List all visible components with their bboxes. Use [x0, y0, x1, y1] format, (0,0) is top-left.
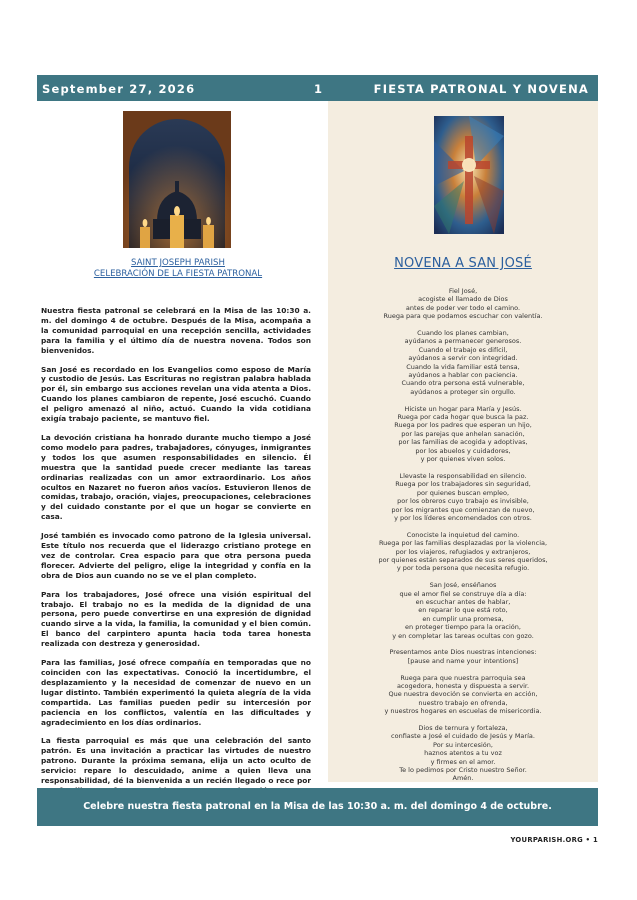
prayer-line: y en completar las tareas ocultas con gozo. [392, 631, 534, 640]
novena-prayer [338, 287, 588, 791]
prayer-line: que el amor fiel se construye día a día: [399, 589, 527, 598]
header-title: FIESTA PATRONAL Y NOVENA [373, 82, 589, 96]
prayer-line: antes de poder ver todo el camino. [405, 303, 521, 312]
article-paragraph: Para los trabajadores, José ofrece una visión espiritual del trabajo. El trabajo no es la medida de la dignidad de una persona, pero puede convertirse en una expresión de dignidad cuando sirve a la vida, la familia, la comunidad y el bien común. El banco del carpintero apunta hacia toda tarea honesta realizada con destreza y generosidad. [41, 589, 311, 649]
prayer-line: por los viajeros, refugiados y extranjeros, [395, 547, 531, 556]
article-paragraph: Para las familias, José ofrece compañía en temporadas que no coinciden con las expectativas. Conoció la incertidumbre, el desplazamiento y la necesidad de comenzar de nuevo en un lugar distinto. También experimentó la quieta alegría de la vida compartida. Las familias pueden pedir su intercesión por paciencia en los conflictos, valentía en las dificultades y agradecimiento en los días ordinarios. [41, 658, 311, 727]
prayer-line: San José, enséñanos [429, 581, 497, 590]
novena-sidebar [328, 101, 598, 782]
prayer-line: por quienes buscan empleo, [416, 488, 510, 497]
prayer-line: acogedora, honesta y dispuesta a servir. [396, 681, 530, 690]
footer-page-label: YOURPARISH.ORG • 1 [510, 836, 598, 844]
prayer-line: Cuando los planes cambian, [417, 329, 509, 338]
prayer-line: [pause and name your intentions] [407, 656, 519, 665]
prayer-line: y por toda persona que necesita refugio. [396, 564, 530, 573]
prayer-line: Cuando el trabajo es difícil, [418, 345, 508, 354]
prayer-line: acogiste el llamado de Dios [418, 295, 508, 304]
prayer-line: en reparar lo que está roto, [418, 606, 508, 615]
prayer-line: y por quienes viven solos. [420, 455, 506, 464]
prayer-stanza [338, 472, 588, 522]
prayer-line: por quienes están separados de sus seres queridos, [378, 555, 548, 564]
prayer-line: ayúdanos a hablar con paciencia. [408, 371, 518, 380]
prayer-line: Hiciste un hogar para María y Jesús. [404, 404, 522, 413]
article-paragraph: La devoción cristiana ha honrado durante mucho tiempo a José como modelo para padres, trabajadores, cónyuges, inmigrantes y todos los que asumen responsabilidades en silencio. Él muestra que la santidad puede crecer mediante las tareas ordinarias realizadas con un amor extraordinario. Los años ocultos en Nazaret no fueron años vacíos. Estuvieron llenos de comidas, trabajo, oración, viajes, preocupaciones, celebraciones y del cuidado constante por el que un hogar se convierte en casa. [41, 432, 311, 522]
stained-glass-image [434, 116, 504, 234]
prayer-line: por las parejas que anhelan sanación, [401, 429, 525, 438]
prayer-line: Cuando la vida familiar está tensa, [406, 362, 520, 371]
article-paragraph: José también es invocado como patrono de la Iglesia universal. Este título nos recuerda que el liderazgo cristiano protege en vez de controlar. Crea espacio para que otra persona pueda florecer. Advierte del peligro, elige la integridad y confía en la obra de Dios aun cuando no se ve el plan completo. [41, 531, 311, 580]
article-paragraph: San José es recordado en los Evangelios como esposo de María y custodio de Jesús. Las Escrituras no registran palabra hablada por él, sin embargo sus acciones revelan una vida atenta a Dios. Cuando los planes cambiaron de repente, José escuchó. Cuando el peligro amenazó al niño, actuó. Cuando la vida cotidiana exigía trabajo paciente, se mantuvo fiel. [41, 364, 311, 424]
prayer-line: Conociste la inquietud del camino. [406, 530, 520, 539]
prayer-line: en cumplir una promesa, [422, 614, 504, 623]
prayer-line: por las familias de acogida y adoptivas, [398, 438, 528, 447]
prayer-stanza [338, 531, 588, 573]
header-bar [37, 75, 598, 101]
prayer-line: Ruega por las familias desplazadas por la violencia, [378, 539, 548, 548]
article-paragraph: Nuestra fiesta patronal se celebrará en la Misa de las 10:30 a. m. del domingo 4 de octubre. Después de la Misa, acompaña a la comunidad parroquial en una recepción sencilla, actividades para la familia y el último día de nuestra novena. Todos son bienvenidos. [41, 306, 311, 355]
footer-banner: Celebre nuestra fiesta patronal en la Misa de las 10:30 a. m. del domingo 4 de octubre. [37, 788, 598, 826]
prayer-line: y por los líderes encomendados con otros. [394, 513, 532, 522]
prayer-line: nuestro trabajo en ofrenda, [418, 698, 508, 707]
prayer-line: y nuestros hogares en escuelas de misericordia. [384, 707, 542, 716]
church-candles-image [123, 111, 231, 248]
prayer-stanza [338, 648, 588, 665]
prayer-line: Amén. [452, 774, 474, 783]
prayer-line: en proteger tiempo para la oración, [405, 623, 521, 632]
prayer-line: por los migrantes que comienzan de nuevo, [391, 505, 535, 514]
prayer-line: ayúdanos a proteger sin orgullo. [410, 387, 516, 396]
prayer-stanza [338, 581, 588, 640]
prayer-line: por los abuelos y cuidadores, [415, 446, 511, 455]
prayer-line: Llevaste la responsabilidad en silencio. [399, 471, 527, 480]
prayer-stanza [338, 724, 588, 783]
article-paragraph: La fiesta parroquial es más que una celebración del santo patrón. Es una invitación a practicar las virtudes de nuestro patrono. Durante la próxima semana, elija un acto oculto de servicio: repare lo descuidado, anime a quien lleva una responsabilidad, dé la bienvenida a un recién llegado o rece por [41, 736, 311, 786]
prayer-line: Ruega para que nuestra parroquia sea [400, 673, 526, 682]
header-date: September 27, 2026 [42, 82, 196, 96]
prayer-stanza [338, 287, 588, 321]
prayer-line: Presentamos ante Dios nuestras intenciones: [389, 648, 537, 657]
event-name-link[interactable]: CELEBRACIÓN DE LA FIESTA PATRONAL [93, 269, 263, 279]
header-page-number: 1 [314, 82, 324, 96]
prayer-line: ayúdanos a servir con integridad. [408, 354, 518, 363]
prayer-line: haznos atentos a tu voz [424, 749, 502, 758]
prayer-line: Cuando otra persona está vulnerable, [401, 379, 525, 388]
parish-name-link[interactable]: SAINT JOSEPH PARISH [131, 258, 225, 268]
prayer-line: Ruega por los padres que esperan un hijo, [394, 421, 532, 430]
novena-title[interactable]: NOVENA A SAN JOSÉ [394, 256, 532, 271]
prayer-line: y firmes en el amor. [430, 757, 496, 766]
article-body [41, 306, 311, 786]
parish-links [37, 258, 319, 280]
prayer-line: ayúdanos a permanecer generosos. [404, 337, 522, 346]
prayer-line: Fiel José, [448, 287, 478, 295]
prayer-line: Por su intercesión, [433, 740, 493, 749]
prayer-line: Ruega por cada hogar que busca la paz. [397, 413, 529, 422]
prayer-line: Ruega para que podamos escuchar con valentía. [383, 312, 543, 321]
prayer-line: Que nuestra devoción se convierta en acción, [388, 690, 538, 699]
prayer-stanza [338, 405, 588, 464]
prayer-stanza [338, 674, 588, 716]
prayer-line: Dios de ternura y fortaleza, [418, 724, 508, 732]
prayer-line: en escuchar antes de hablar, [415, 597, 511, 606]
prayer-line: Te lo pedimos por Cristo nuestro Señor. [399, 766, 527, 775]
prayer-line: Ruega por los trabajadores sin seguridad, [395, 480, 531, 489]
prayer-stanza [338, 329, 588, 396]
prayer-line: por los obreros cuyo trabajo es invisible, [397, 497, 529, 506]
prayer-line: confiaste a José el cuidado de Jesús y María. [391, 732, 535, 741]
